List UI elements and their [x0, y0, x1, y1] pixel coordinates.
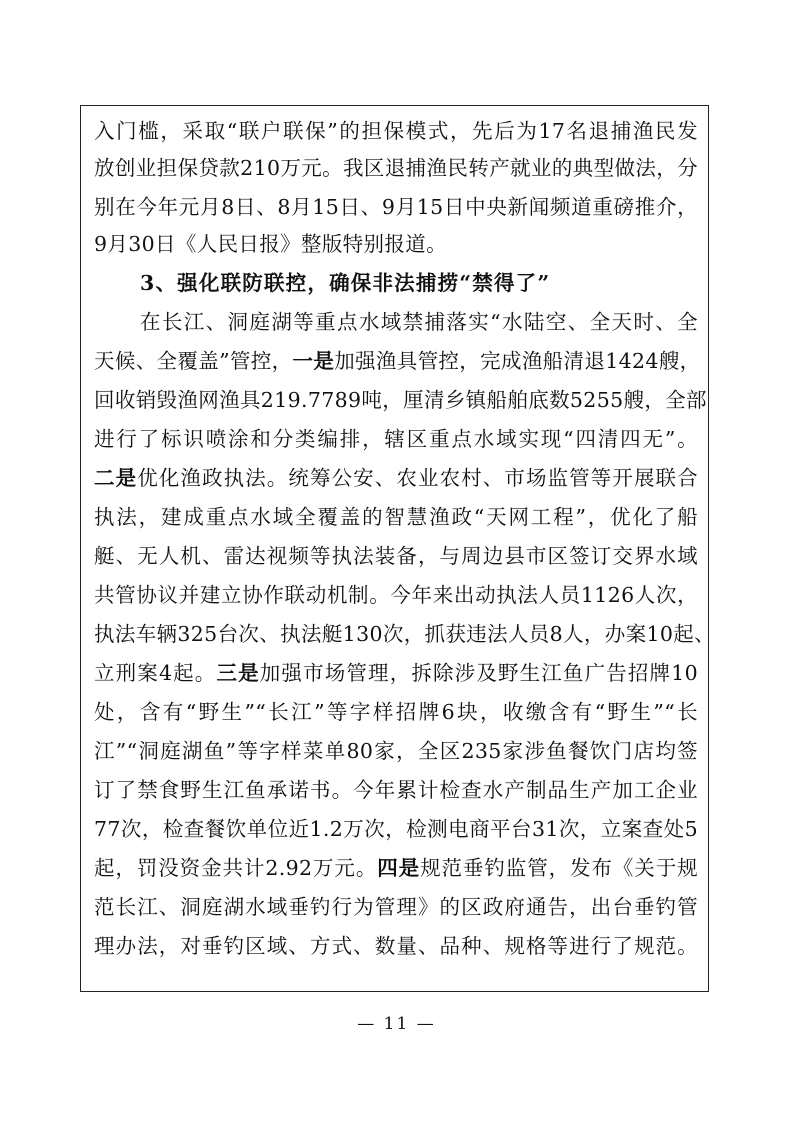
text-line: [140, 310, 698, 334]
text-line: [94, 427, 698, 451]
text-line: [94, 934, 698, 958]
text-line: [94, 195, 698, 219]
text-line: [94, 156, 698, 180]
text-run: 起，罚没资金共计2.92万元。: [94, 856, 378, 880]
heading-text: 3、强化联防联控，确保非法捕捞“禁得了”: [140, 271, 551, 295]
text-run: 放创业担保贷款210万元。我区退捕渔民转产就业的典型做法，分: [94, 156, 698, 180]
text-run: 处，含有“野生”“长江”等字样招牌6块，收缴含有“野生”“长: [94, 700, 698, 724]
text-line: [94, 232, 698, 256]
text-run: 执法车辆325台次、执法艇130次，抓获违法人员8人，办案10起、: [94, 622, 715, 646]
text-line: [94, 583, 698, 607]
text-run: 江”“洞庭湖鱼”等字样菜单80家，全区235家涉鱼餐饮门店均签: [94, 739, 698, 763]
text-line: [94, 778, 698, 802]
keyword-third: 三是: [216, 661, 260, 685]
keyword-first: 一是: [292, 349, 335, 373]
text-run: 范长江、洞庭湖水域垂钓行为管理》的区政府通告，出台垂钓管: [94, 895, 698, 919]
text-run: 在长江、洞庭湖等重点水域禁捕落实“水陆空、全天时、全: [140, 310, 698, 334]
page-number: — 11 —: [357, 1014, 436, 1034]
text-run: 理办法，对垂钓区域、方式、数量、品种、规格等进行了规范。: [94, 934, 698, 958]
text-run: 77次，检查餐饮单位近1.2万次，检测电商平台31次，立案查处5: [94, 817, 698, 841]
text-run: 艇、无人机、雷达视频等执法装备，与周边县市区签订交界水域: [94, 544, 698, 568]
text-run: 共管协议并建立协作联动机制。今年来出动执法人员1126人次，: [94, 583, 698, 607]
text-line: [94, 895, 698, 919]
text-run: 入门槛，采取“联户联保”的担保模式，先后为17名退捕渔民发: [94, 119, 698, 143]
text-run: 别在今年元月8日、8月15日、9月15日中央新闻频道重磅推介，: [94, 195, 698, 219]
text-run: 规范垂钓监管，发布《关于规: [420, 856, 698, 880]
text-run: 立刑案4起。: [94, 661, 217, 685]
text-line: [94, 388, 707, 412]
text-line: [94, 661, 698, 685]
text-run: 加强渔具管控，完成渔船清退1424艘，: [334, 349, 701, 373]
text-run: 9月30日《人民日报》整版特别报道。: [94, 232, 447, 256]
keyword-fourth: 四是: [377, 856, 421, 880]
keyword-second: 二是: [94, 466, 138, 490]
text-run: 优化渔政执法。统筹公安、农业农村、市场监管等开展联合: [137, 466, 698, 490]
text-run: 加强市场管理，拆除涉及野生江鱼广告招牌10: [259, 661, 698, 685]
text-run: 执法，建成重点水域全覆盖的智慧渔政“天网工程”，优化了船: [94, 505, 698, 529]
text-line: [94, 622, 715, 646]
text-run: 订了禁食野生江鱼承诺书。今年累计检查水产制品生产加工企业: [94, 778, 698, 802]
text-line: [94, 700, 698, 724]
text-line: [94, 739, 698, 763]
text-line: [94, 119, 698, 143]
text-run: 进行了标识喷涂和分类编排，辖区重点水域实现“四清四无”。: [94, 427, 698, 451]
text-line: [94, 505, 698, 529]
text-line: [94, 466, 698, 490]
text-line: [94, 817, 698, 841]
text-line: [94, 544, 698, 568]
text-run: 回收销毁渔网渔具219.7789吨，厘清乡镇船舶底数5255艘，全部: [94, 388, 707, 412]
section-heading: [140, 271, 698, 295]
text-line: [94, 349, 701, 373]
text-run: 天候、全覆盖”管控，: [94, 349, 293, 373]
text-line: [94, 856, 698, 880]
